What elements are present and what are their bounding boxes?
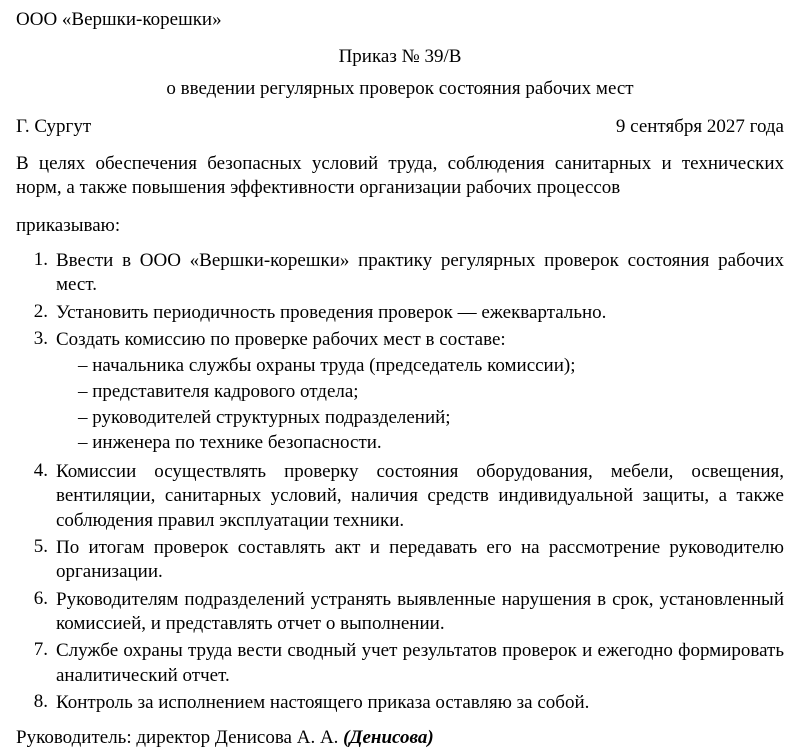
item-text: По итогам проверок составлять акт и передавать его на рассмотрение руководителю организации.: [56, 537, 784, 583]
signature-name: (Денисова): [343, 727, 434, 749]
list-item: – инженера по технике безопасности.: [78, 432, 382, 454]
order-items-list: [16, 249, 784, 715]
item-number: 1.: [33, 249, 48, 271]
document-city: Г. Сургут: [16, 115, 92, 137]
item-number: 7.: [33, 639, 48, 661]
list-item: [16, 536, 784, 585]
item-number: 3.: [33, 328, 48, 350]
order-keyword: приказываю:: [16, 215, 121, 237]
list-item: [16, 249, 784, 298]
item-text: Службе охраны труда вести сводный учет результатов проверок и ежегодно формировать аналитический отчет.: [56, 640, 784, 686]
item-text: Ввести в ООО «Вершки-корешки» практику регулярных проверок состояния рабочих мест.: [56, 250, 784, 296]
item-number: 8.: [33, 690, 48, 712]
list-item: – руководителей структурных подразделений;: [78, 406, 451, 428]
item-text: Комиссии осуществлять проверку состояния оборудования, мебели, освещения, вентиляции, санитарных условий, наличия средств индивидуальной защиты, а также соблюдения правил эксплуатации техники.: [56, 461, 784, 531]
list-item: – представителя кадрового отдела;: [78, 381, 359, 403]
document-subtitle: о введении регулярных проверок состояния рабочих мест: [166, 77, 634, 99]
item-number: 5.: [33, 536, 48, 558]
list-item: [16, 588, 784, 637]
signature-line: [16, 727, 784, 749]
document-meta: [16, 116, 784, 138]
list-item: [16, 691, 784, 715]
item-text: Контроль за исполнением настоящего приказа оставляю за собой.: [56, 691, 590, 713]
list-item: [16, 639, 784, 688]
item-text: Руководителям подразделений устранять выявленные нарушения в срок, установленный комиссией, и представлять отчет о выполнении.: [56, 588, 784, 634]
item-number: 2.: [33, 300, 48, 322]
list-item: – начальника службы охраны труда (председатель комиссии);: [78, 355, 576, 377]
document-date: 9 сентября 2027 года: [615, 115, 784, 137]
list-item: [16, 460, 784, 533]
item-text: Создать комиссию по проверке рабочих мест в составе:: [56, 329, 506, 351]
item-text: Установить периодичность проведения проверок — ежеквартально.: [56, 301, 607, 323]
item-number: 6.: [33, 587, 48, 609]
document-title: Приказ № 39/В: [338, 45, 462, 67]
list-item: [16, 301, 784, 325]
item-body: [56, 328, 784, 457]
signature-role: Руководитель: директор Денисова А. А.: [16, 727, 339, 749]
commission-members-list: [56, 354, 784, 456]
organization-name: ООО «Вершки-корешки»: [16, 9, 222, 30]
list-item: [16, 328, 784, 457]
document-preamble: В целях обеспечения безопасных условий труда, соблюдения санитарных и технических норм, а также повышения эффективности организации рабочих процессов: [16, 152, 784, 199]
item-number: 4.: [33, 460, 48, 482]
